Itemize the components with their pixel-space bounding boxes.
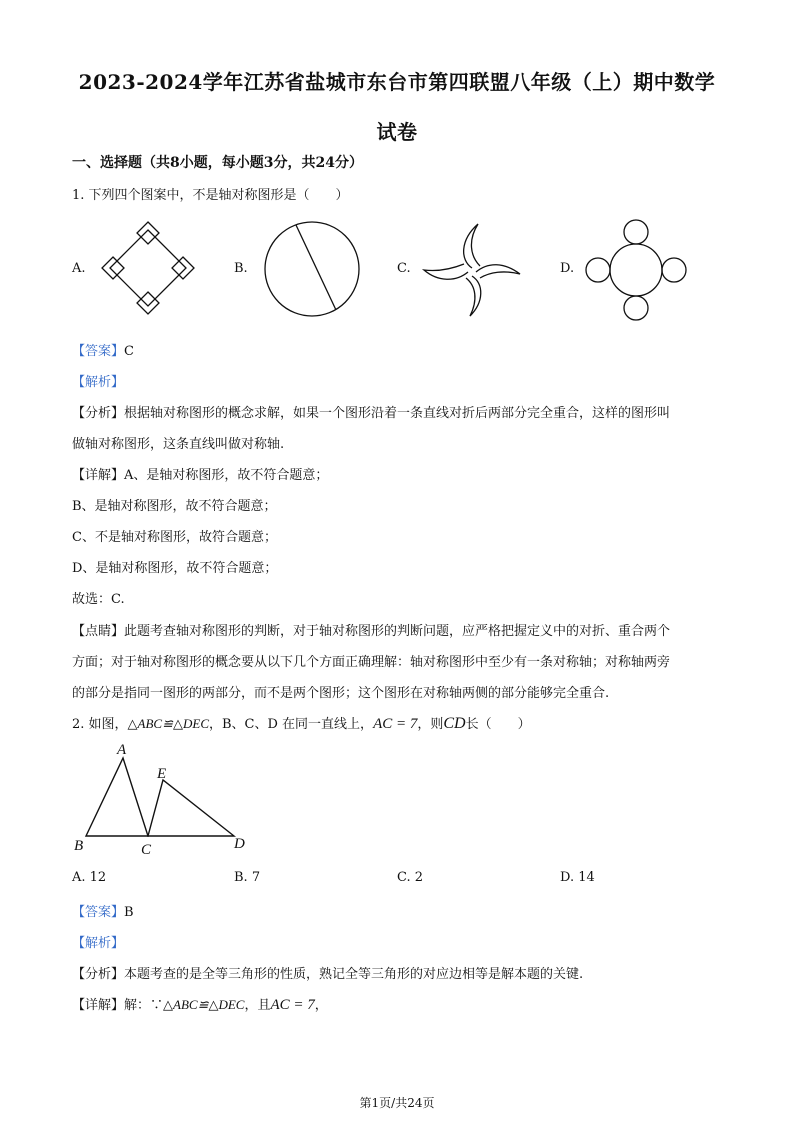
q1-dianjing-text1: 此题考查轴对称图形的判断，对于轴对称图形的判断问题，应严格把握定义中的对折、重合两个 [124,624,671,639]
q2-triangle-figure [70,740,260,860]
q1-xiangjie-line1 [72,464,328,483]
q2-xiangjie-given: AC = 7 [270,997,315,1013]
q1-dianjing-line1 [72,620,670,639]
q2-label-c: C [141,842,152,858]
q1-answer-line [72,340,134,359]
q2-answer-line [72,901,134,920]
q2-label-d: D [234,836,245,852]
q2-option-d: D. 14 [560,870,595,885]
q1-answer-tag: 【答案】 [72,344,125,359]
q1-fenxi-line2: 做轴对称图形，这条直线叫做对称轴. [72,437,285,452]
q1-figure-b-circle-chord [260,220,364,320]
q1-figure-d-circles [582,218,690,322]
q1-figure-c-pinwheel [420,220,524,320]
q1-stem: 1. 下列四个图案中，不是轴对称图形是（ ） [72,188,349,203]
page-footer: 第1页/共24页 [359,1096,435,1110]
q1-xiangjie-tag: 【详解】 [72,468,125,483]
q2-xiangjie-congruence: △ABC≌△DEC [163,997,245,1012]
q1-dianjing-tag: 【点睛】 [72,624,125,639]
q2-label-b: B [74,838,84,854]
q1-xiangjie-b: B、是轴对称图形，故不符合题意； [72,499,277,514]
q2-answer-tag: 【答案】 [72,905,125,920]
q1-xiangjie-a: A、是轴对称图形，故不符合题意； [124,468,329,483]
q2-fenxi-tag: 【分析】 [72,967,125,982]
q2-stem-d: 长（ ） [465,717,531,732]
q2-option-a: A. 12 [72,870,107,885]
q1-analysis-tag: 【解析】 [72,375,125,390]
q1-answer-value: C [124,344,134,359]
q1-fenxi-tag: 【分析】 [72,406,125,421]
q2-given: AC = 7 [373,716,418,732]
q2-congruence: △ABC≌△DEC [127,716,209,731]
section-heading-choice: 一、选择题（共8小题，每小题3分，共24分） [72,155,363,171]
q1-fenxi-line1 [72,402,670,421]
q2-option-c: C. 2 [397,870,424,885]
q1-option-a-label: A. [72,261,86,276]
q2-target: CD [443,715,466,732]
q2-option-b: B. 7 [234,870,261,885]
q2-answer-value: B [124,905,134,920]
q1-option-d-label: D. [560,261,575,276]
q1-xiangjie-d: D、是轴对称图形，故不符合题意； [72,561,278,576]
q2-xiangjie-tag: 【详解】 [72,998,125,1013]
q2-stem [72,713,531,733]
q1-xiangjie-c: C、不是轴对称图形，故符合题意； [72,530,277,545]
q1-option-b-label: B. [234,261,248,276]
q1-fenxi-text1: 根据轴对称图形的概念求解，如果一个图形沿着一条直线对折后两部分完全重合，这样的图形叫 [124,406,671,421]
q2-label-e: E [157,766,167,782]
q2-xiangjie-line [72,994,328,1014]
doc-title-line2: 试卷 [376,120,418,144]
doc-title-line1: 2023-2024学年江苏省盐城市东台市第四联盟八年级（上）期中数学 [78,70,716,94]
q2-label-a: A [117,742,127,758]
q1-figure-a-squares [98,220,200,320]
q2-xiangjie-b: ，且 [244,998,271,1013]
q2-xiangjie-a: 解：∵ [124,998,164,1013]
q2-stem-a: 2. 如图， [72,717,128,732]
q2-analysis-tag: 【解析】 [72,936,125,951]
q2-stem-b: ，B、C、D 在同一直线上， [209,717,374,732]
q2-xiangjie-c: ， [314,998,328,1013]
q2-fenxi-line [72,963,583,982]
q1-conclusion: 故选：C. [72,592,125,607]
q1-dianjing-line2: 方面；对于轴对称图形的概念要从以下几个方面正确理解：轴对称图形中至少有一条对称轴；对称轴两旁 [72,655,671,670]
q1-dianjing-line3: 的部分是指同一图形的两部分，而不是两个图形；这个图形在对称轴两侧的部分能够完全重合. [72,686,610,701]
q2-stem-c: ，则 [417,717,444,732]
q1-option-c-label: C. [397,261,411,276]
q2-fenxi-text: 本题考查的是全等三角形的性质，熟记全等三角形的对应边相等是解本题的关键. [124,967,584,982]
